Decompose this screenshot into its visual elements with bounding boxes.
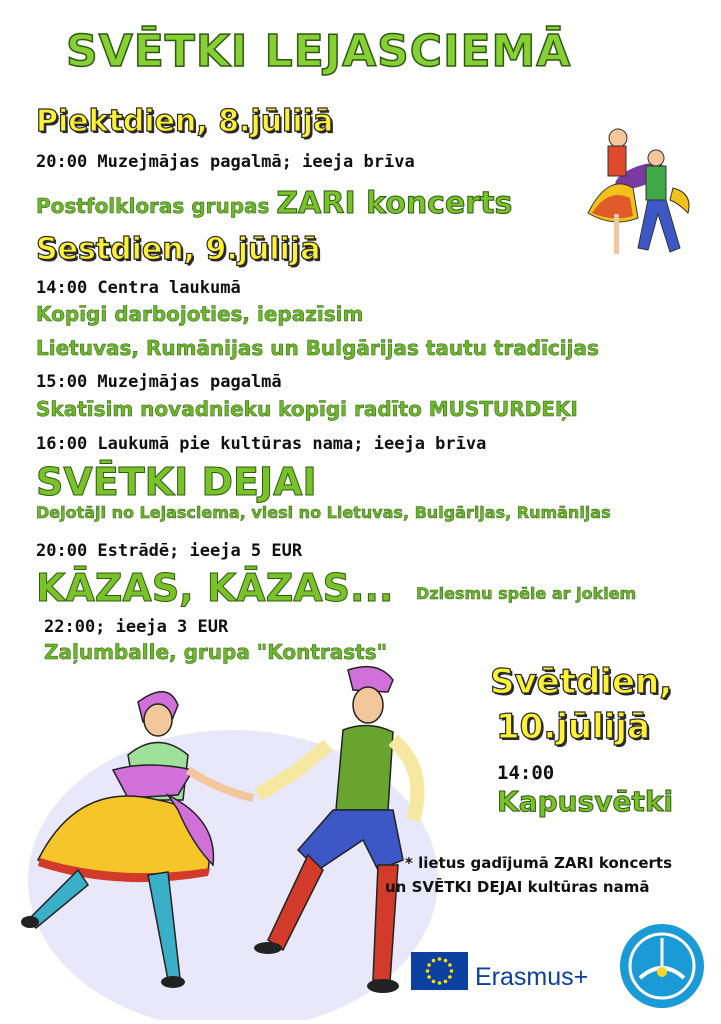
rain-note-line1: * lietus gadījumā ZARI koncerts: [405, 854, 673, 872]
round-blue-logo-icon: [618, 922, 706, 1010]
friday-event-prefix: Postfolkloras grupas: [36, 194, 270, 218]
saturday-date-heading: Sestdien, 9.jūlijā: [36, 232, 321, 267]
saturday-event5-time: 22:00; ieeja 3 EUR: [44, 617, 229, 637]
sunday-date-heading-b: 10.jūlijā: [496, 707, 650, 747]
saturday-event4-title: KĀZAS, KĀZAS...: [36, 566, 394, 610]
erasmus-plus-logo-text: Erasmus+: [475, 963, 589, 991]
friday-event-time: 20:00 Muzejmājas pagalmā; ieeja brīva: [36, 152, 415, 172]
saturday-event1-time: 14:00 Centra laukumā: [36, 278, 241, 298]
saturday-event3-time: 16:00 Laukumā pie kultūras nama; ieeja brīva: [36, 434, 487, 454]
friday-event-title: [36, 186, 512, 221]
poster-title: SVĒTKI LEJASCIEMĀ: [66, 26, 572, 77]
saturday-event5-text: Zaļumballe, grupa "Kontrasts": [44, 640, 388, 664]
saturday-event1-text-b: Lietuvas, Rumānijas un Bulgārijas tautu tradīcijas: [36, 336, 599, 360]
saturday-event3-text: Dejotāji no Lejasciema, viesi no Lietuvas, Bulgārijas, Rumānijas: [36, 503, 611, 522]
friday-date-heading: Piektdien, 8.jūlijā: [36, 104, 334, 139]
saturday-event4-subtitle: Dziesmu spēle ar jokiem: [416, 584, 637, 603]
eu-flag-icon: [411, 952, 468, 990]
saturday-event2-time: 15:00 Muzejmājas pagalmā: [36, 372, 282, 392]
large-dancers-illustration: [18, 660, 448, 1020]
rain-note-line2: un SVĒTKI DEJAI kultūras namā: [385, 878, 650, 896]
sunday-event-time: 14:00: [497, 762, 555, 784]
saturday-event1-text-a: Kopīgi darbojoties, iepazīsim: [36, 302, 364, 326]
saturday-event2-text: Skatīsim novadnieku kopīgi radīto MUSTURDEĶI: [36, 397, 578, 421]
sunday-date-heading-a: Svētdien,: [490, 662, 673, 702]
saturday-event3-title: SVĒTKI DEJAI: [36, 460, 317, 504]
friday-event-main: ZARI koncerts: [276, 186, 513, 221]
sunday-event-title: Kapusvētki: [497, 785, 674, 818]
small-dancers-illustration: [578, 118, 698, 268]
saturday-event4-time: 20:00 Estrādē; ieeja 5 EUR: [36, 541, 303, 561]
